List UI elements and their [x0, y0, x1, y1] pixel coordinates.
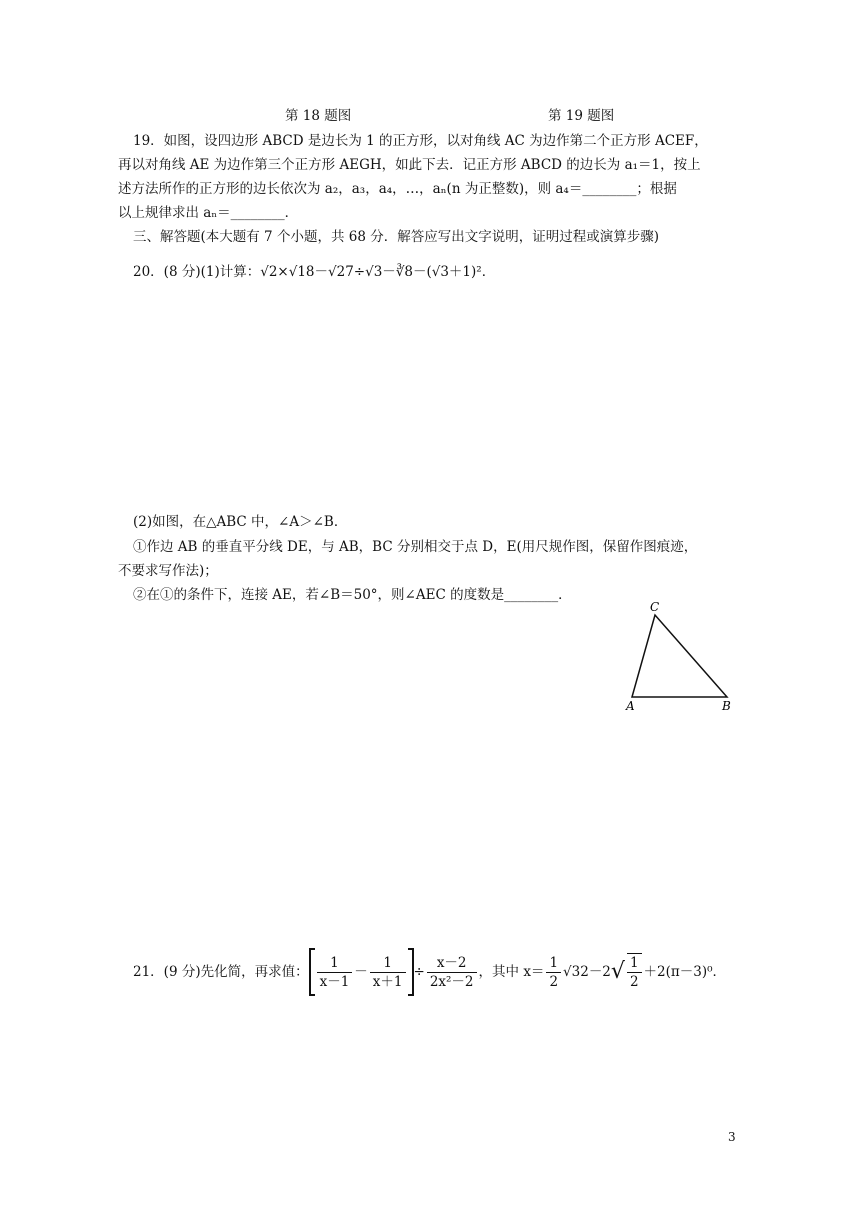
section-3-header: 三、解答题(本大题有 7 个小题，共 68 分．解答应写出文字说明，证明过程或演算步骤): [133, 229, 659, 245]
fraction-1: [317, 954, 353, 991]
q20-part1-prefix: 20．(8 分)(1)计算：: [133, 264, 261, 280]
q20-part2-line-3: 不要求写作法)；: [118, 563, 218, 579]
sqrt-32: √32: [563, 964, 589, 980]
vertex-label-b: B: [722, 699, 731, 713]
q20-part2-line-1: (2)如图，在△ABC 中，∠A＞∠B．: [133, 514, 348, 530]
q19-line-2: 再以对角线 AE 为边作第三个正方形 AEGH，如此下去．记正方形 ABCD 的边长为 a₁＝1，按上: [118, 157, 701, 173]
fraction-2-numerator: 1: [370, 954, 406, 973]
triangle-abc: [632, 615, 727, 697]
q21-tail: ＋2(π－3)⁰．: [643, 964, 727, 980]
q19-line-1: 19．如图，设四边形 ABCD 是边长为 1 的正方形，以对角线 AC 为边作第二个正方形 ACEF，: [133, 133, 708, 149]
fraction-1-denominator: x－1: [319, 973, 350, 990]
radical-sign-icon: √: [610, 959, 625, 984]
page-number: 3: [728, 1130, 736, 1144]
fraction-1-numerator: 1: [317, 954, 353, 973]
figure-19-caption: 第 19 题图: [548, 108, 615, 124]
sqrt-half-denominator: 2: [629, 974, 639, 990]
fraction-3-denominator: 2x²－2: [429, 973, 474, 990]
q21-mid-text: ，其中 x＝: [478, 964, 545, 980]
q21: [133, 942, 726, 1002]
minus-two: －2: [588, 964, 611, 980]
fraction-2: [370, 954, 406, 991]
q20-part2-line-4: ②在①的条件下，连接 AE，若∠B＝50°，则∠AEC 的度数是________．: [133, 587, 572, 603]
fraction-half: [546, 954, 561, 991]
q19-line-3: 述方法所作的正方形的边长依次为 a₂，a₃，a₄，…，aₙ(n 为正整数)，则 a₄＝________；根据: [118, 181, 677, 197]
vertex-label-c: C: [650, 600, 660, 614]
fraction-3-numerator: x－2: [427, 954, 477, 973]
left-bracket: [309, 948, 315, 996]
fraction-half-denominator: 2: [549, 973, 559, 990]
minus-sign: －: [354, 964, 368, 980]
sqrt-half-fraction: [627, 953, 642, 991]
figure-18-caption: 第 18 题图: [285, 108, 352, 124]
triangle-abc-figure: [620, 598, 740, 713]
fraction-2-denominator: x＋1: [372, 973, 403, 990]
divide-sign: ÷: [413, 964, 425, 980]
fraction-half-numerator: 1: [546, 954, 561, 973]
q19-line-4: 以上规律求出 aₙ＝________．: [118, 205, 299, 221]
fraction-3: [427, 954, 477, 991]
q20-part1: [133, 262, 495, 282]
q21-prefix: 21．(9 分)先化简，再求值：: [133, 964, 309, 980]
sqrt-half-numerator: 1: [627, 954, 642, 973]
q20-part2-line-2: ①作边 AB 的垂直平分线 DE，与 AB，BC 分别相交于点 D，E(用尺规作图，保留作图痕迹，: [133, 539, 698, 555]
q20-part1-expression: √2×√18－√27÷√3－∛8－(√3＋1)²．: [260, 264, 496, 280]
vertex-label-a: A: [626, 699, 635, 713]
